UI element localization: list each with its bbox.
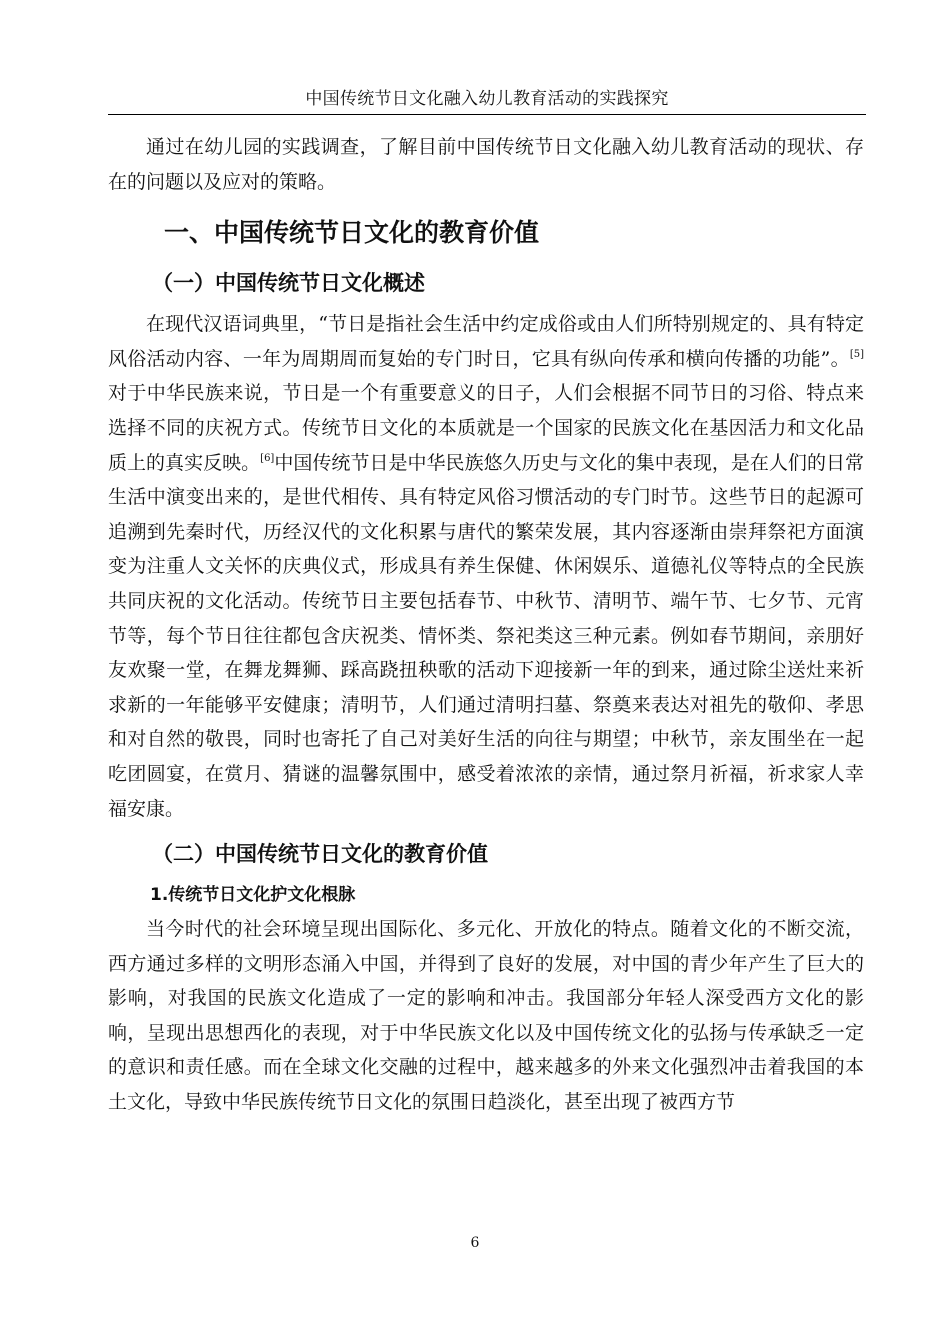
overview-text-part-1: 在现代汉语词典里，“节日是指社会生活中约定成俗或由人们所特别规定的、具有特定风俗活动内容、一年为周期周而复始的专门时日，它具有纵向传承和横向传播的功能”。 (108, 313, 864, 370)
citation-ref-5: [5] (849, 348, 864, 360)
subsection-heading-2: （二）中国传统节日文化的教育价值 (152, 842, 488, 867)
page-number: 6 (470, 1235, 480, 1251)
running-header: 中国传统节日文化融入幼儿教育活动的实践探究 (305, 89, 669, 109)
header-divider (108, 114, 866, 115)
overview-text-part-2: 对于中华民族来说，节日是一个有重要意义的日子，人们会根据不同节日的习俗、特点来选择不同的庆祝方式。传统节日文化的本质就是一个国家的民族文化在基因活力和文化品质上的真实反映。 (108, 382, 864, 474)
intro-paragraph: 通过在幼儿园的实践调查，了解目前中国传统节日文化融入幼儿教育活动的现状、存在的问题以及应对的策略。 (108, 136, 864, 193)
document-body (108, 130, 864, 1120)
overview-text-part-3: 中国传统节日是中华民族悠久历史与文化的集中表现，是在人们的日常生活中演变出来的，是世代相传、具有特定风俗习惯活动的专门时节。这些节日的起源可追溯到先秦时代，历经汉代的文化积累与唐代的繁荣发展，其内容逐渐由崇拜祭祀方面演变为注重人文关怀的庆典仪式，形成具有养生保健、休闲娱乐、道德礼仪等特点的全民族共同庆祝的文化活动。传统节日主要包括春节、中秋节、清明节、端午节、七夕节、元宵节等，每个节日往往都包含庆祝类、情怀类、祭祀类这三种元素。例如春节期间，亲朋好友欢聚一堂，在舞龙舞狮、踩高跷扭秧歌的活动下迎接新一年的到来，通过除尘送灶来祈求新的一年能够平安健康；清明节，人们通过清明扫墓、祭奠来表达对祖先的敬仰、孝思和对自然的敬畏，同时也寄托了自己对美好生活的向往与期望；中秋节，亲友围坐在一起吃团圆宴，在赏月、猜谜的温馨氛围中，感受着浓浓的亲情，通过祭月祈福，祈求家人幸福安康。 (108, 451, 864, 820)
cultural-roots-paragraph: 当今时代的社会环境呈现出国际化、多元化、开放化的特点。随着文化的不断交流，西方通过多样的文明形态涌入中国，并得到了良好的发展，对中国的青少年产生了巨大的影响，对我国的民族文化造成了一定的影响和冲击。我国部分年轻人深受西方文化的影响，呈现出思想西化的表现，对于中华民族文化以及中国传统文化的弘扬与传承缺乏一定的意识和责任感。而在全球文化交融的过程中，越来越多的外来文化强烈冲击着我国的本土文化，导致中华民族传统节日文化的氛围日趋淡化，甚至出现了被西方节 (108, 918, 864, 1114)
citation-ref-6: [6] (260, 452, 275, 464)
subsection-heading-1: （一）中国传统节日文化概述 (152, 271, 425, 296)
item-heading-1: 1.传统节日文化护文化根脉 (150, 885, 356, 906)
section-heading-1: 一、中国传统节日文化的教育价值 (164, 218, 540, 248)
overview-paragraph (108, 307, 864, 826)
